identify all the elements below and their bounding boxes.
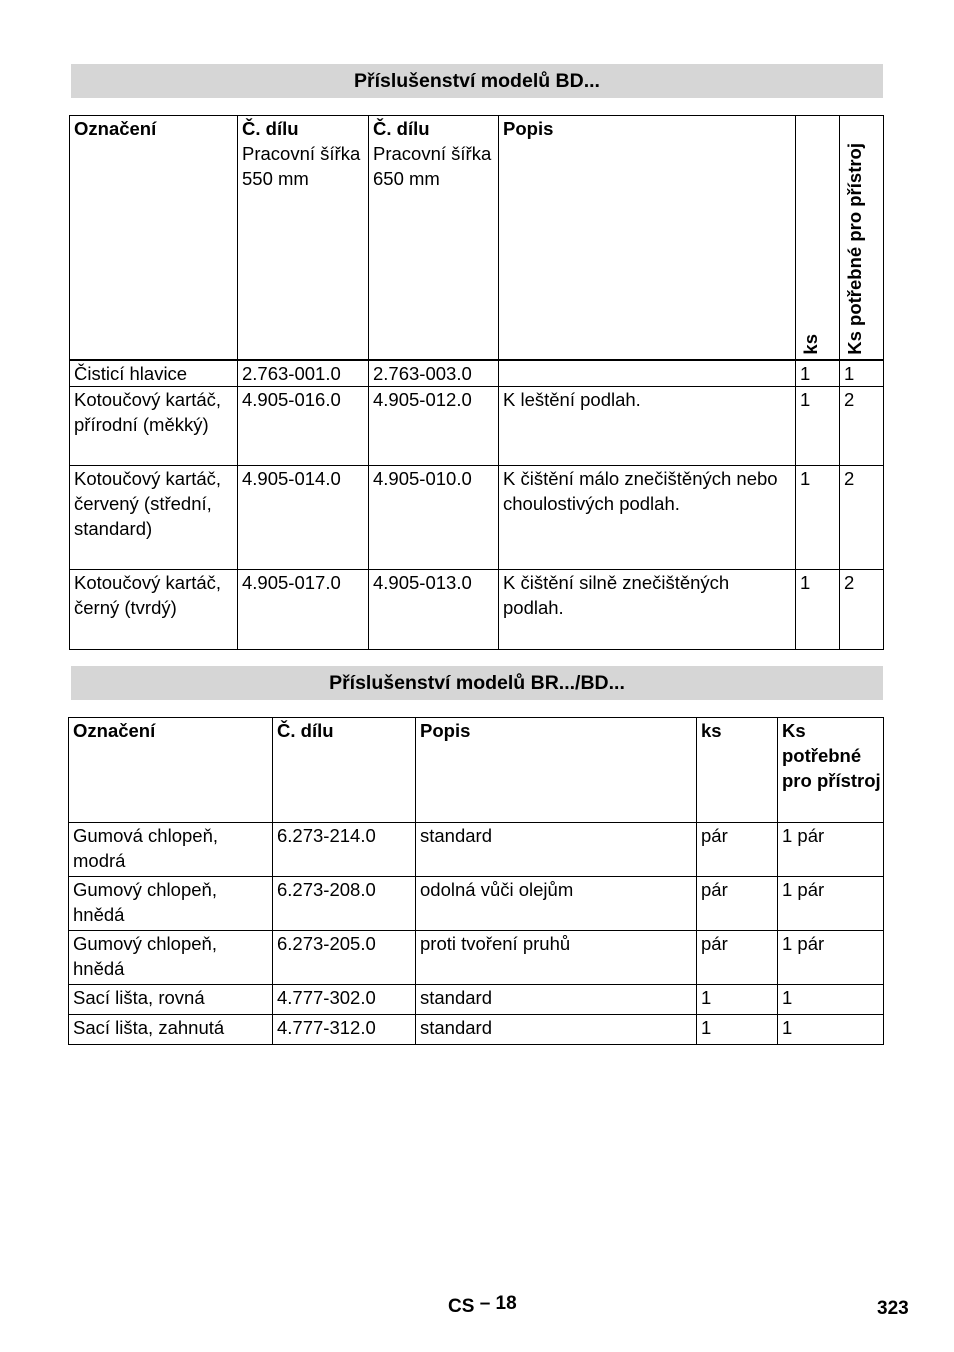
cell-qty: 1 bbox=[697, 985, 778, 1015]
cell-qty-needed: 1 pár bbox=[778, 931, 884, 985]
cell-part-650: 4.905-013.0 bbox=[369, 570, 499, 650]
header-part-650 bbox=[369, 116, 499, 361]
cell-part-550: 4.905-016.0 bbox=[238, 387, 369, 466]
cell-designation: Sací lišta, rovná bbox=[69, 985, 273, 1015]
cell-qty-needed: 2 bbox=[840, 387, 884, 466]
cell-part: 6.273-208.0 bbox=[273, 877, 416, 931]
table-header-row bbox=[70, 116, 884, 361]
header-description: Popis bbox=[499, 116, 796, 361]
cell-description: standard bbox=[416, 823, 697, 877]
cell-qty: 1 bbox=[697, 1015, 778, 1045]
header-part-550-sub: Pracovní šířka 550 mm bbox=[242, 143, 361, 189]
cell-part-550: 4.905-014.0 bbox=[238, 466, 369, 570]
cell-part: 4.777-302.0 bbox=[273, 985, 416, 1015]
table-row bbox=[70, 570, 884, 650]
cell-description: standard bbox=[416, 1015, 697, 1045]
cell-qty: 1 bbox=[796, 570, 840, 650]
header-qty: ks bbox=[697, 718, 778, 823]
cell-qty: pár bbox=[697, 931, 778, 985]
page-number: 323 bbox=[877, 1298, 909, 1319]
table-row bbox=[70, 387, 884, 466]
cell-part: 6.273-205.0 bbox=[273, 931, 416, 985]
table-row bbox=[69, 985, 884, 1015]
table-row bbox=[69, 931, 884, 985]
table-row bbox=[70, 360, 884, 387]
cell-qty-needed: 2 bbox=[840, 570, 884, 650]
footer-language-page bbox=[448, 1294, 517, 1320]
cell-qty: 1 bbox=[796, 387, 840, 466]
header-designation: Označení bbox=[70, 116, 238, 361]
header-part-550-title: Č. dílu bbox=[242, 118, 299, 139]
cell-part-550: 4.905-017.0 bbox=[238, 570, 369, 650]
cell-designation: Kotoučový kartáč, přírodní (měkký) bbox=[70, 387, 238, 466]
header-qty-needed bbox=[840, 116, 884, 361]
footer-lang-label: CS bbox=[448, 1296, 475, 1317]
cell-designation: Gumový chlopeň, hnědá bbox=[69, 877, 273, 931]
header-designation: Označení bbox=[69, 718, 273, 823]
header-qty-label: ks bbox=[800, 334, 821, 355]
cell-part-650: 4.905-010.0 bbox=[369, 466, 499, 570]
footer-lang-page: – 18 bbox=[479, 1293, 517, 1314]
cell-description: K čištění silně znečištěných podlah. bbox=[499, 570, 796, 650]
accessories-table-bd bbox=[69, 115, 884, 650]
cell-part: 4.777-312.0 bbox=[273, 1015, 416, 1045]
table-row bbox=[69, 1015, 884, 1045]
table-header-row bbox=[69, 718, 884, 823]
accessories-table-br-bd bbox=[68, 717, 884, 1045]
cell-qty: 1 bbox=[796, 360, 840, 387]
cell-part-550: 2.763-001.0 bbox=[238, 360, 369, 387]
cell-description: standard bbox=[416, 985, 697, 1015]
cell-qty-needed: 1 bbox=[778, 985, 884, 1015]
header-qty bbox=[796, 116, 840, 361]
cell-description: odolná vůči olejům bbox=[416, 877, 697, 931]
cell-designation: Kotoučový kartáč, červený (střední, standard) bbox=[70, 466, 238, 570]
header-qty-needed: Ks potřebné pro přístroj bbox=[778, 718, 884, 823]
cell-qty-needed: 1 bbox=[840, 360, 884, 387]
table-row bbox=[70, 466, 884, 570]
header-qty-needed-label: Ks potřebné pro přístroj bbox=[844, 143, 865, 355]
section-title-br-bd: Příslušenství modelů BR.../BD... bbox=[71, 666, 883, 700]
header-part-650-title: Č. dílu bbox=[373, 118, 430, 139]
cell-qty-needed: 2 bbox=[840, 466, 884, 570]
cell-designation: Čisticí hlavice bbox=[70, 360, 238, 387]
cell-part-650: 4.905-012.0 bbox=[369, 387, 499, 466]
cell-designation: Gumový chlopeň, hnědá bbox=[69, 931, 273, 985]
section-title-bd: Příslušenství modelů BD... bbox=[71, 64, 883, 98]
cell-designation: Sací lišta, zahnutá bbox=[69, 1015, 273, 1045]
header-description: Popis bbox=[416, 718, 697, 823]
cell-part-650: 2.763-003.0 bbox=[369, 360, 499, 387]
cell-qty: pár bbox=[697, 877, 778, 931]
table-row bbox=[69, 823, 884, 877]
cell-description: K čištění málo znečištěných nebo choulostivých podlah. bbox=[499, 466, 796, 570]
cell-part: 6.273-214.0 bbox=[273, 823, 416, 877]
table-row bbox=[69, 877, 884, 931]
cell-description: proti tvoření pruhů bbox=[416, 931, 697, 985]
header-part-550 bbox=[238, 116, 369, 361]
cell-qty-needed: 1 pár bbox=[778, 877, 884, 931]
cell-qty: 1 bbox=[796, 466, 840, 570]
cell-description bbox=[499, 360, 796, 387]
cell-qty: pár bbox=[697, 823, 778, 877]
cell-designation: Gumová chlopeň, modrá bbox=[69, 823, 273, 877]
cell-designation: Kotoučový kartáč, černý (tvrdý) bbox=[70, 570, 238, 650]
cell-qty-needed: 1 pár bbox=[778, 823, 884, 877]
header-part: Č. dílu bbox=[273, 718, 416, 823]
cell-description: K leštění podlah. bbox=[499, 387, 796, 466]
header-part-650-sub: Pracovní šířka 650 mm bbox=[373, 143, 492, 189]
cell-qty-needed: 1 bbox=[778, 1015, 884, 1045]
